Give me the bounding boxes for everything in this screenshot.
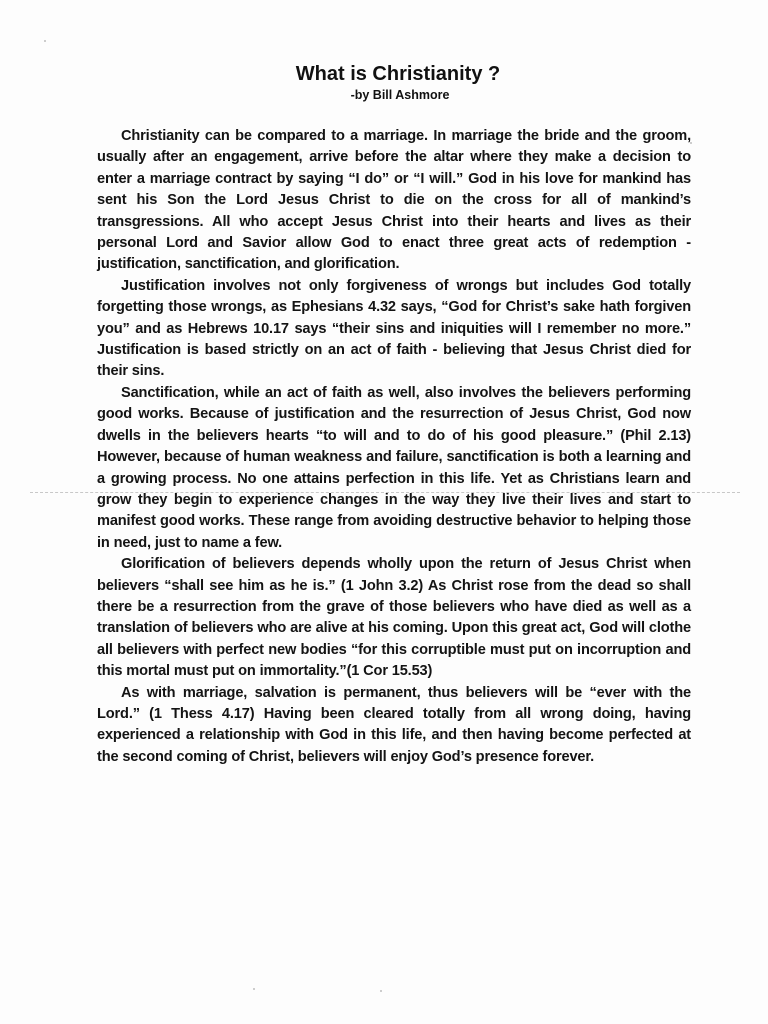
scan-speck	[253, 988, 255, 990]
paragraph-introduction: Christianity can be compared to a marriage. In marriage the bride and the groom, usually after an engagement, arrive before the altar where they make a decision to enter a marriage contract by saying “I do” or “I will.” God in his love for mankind has sent his Son the Lord Jesus Christ to die on the cross for all of mankind’s transgressions. All who accept Jesus Christ into their hearts and lives as their personal Lord and Savior allow God to enact three great acts of redemption - justification, sanctification, and glorification.	[97, 128, 691, 273]
paragraph-glorification: Glorification of believers depends wholly upon the return of Jesus Christ when believers “shall see him as he is.” (1 John 3.2) As Christ rose from the dead so shall there be a resurrection from the grave of those believers who have died as well as a translation of believers who are alive at his coming. Upon this great act, God will clothe all believers with perfect new bodies “for this corruptible must put on incorruption and this mortal must put on immortality.”(1 Cor 15.53)	[97, 556, 691, 680]
document-body	[97, 126, 691, 768]
scan-speck	[380, 990, 382, 992]
scan-speck	[44, 40, 46, 42]
paragraph-justification: Justification involves not only forgiveness of wrongs but includes God totally forgetting those wrongs, as Ephesians 4.32 says, “God for Christ’s sake hath forgiven you” and as Hebrews 10.17 says “their sins and iniquities will I remember no more.” Justification is based strictly on an act of faith - believing that Jesus Christ died for their sins.	[97, 277, 691, 380]
paragraph-conclusion: As with marriage, salvation is permanent, thus believers will be “ever with the Lord.” (1 Thess 4.17) Having been cleared totally from all wrong doing, having experienced a relationship with God in this life, and then having become perfected at the second coming of Christ, believers will enjoy God’s presence forever.	[97, 684, 691, 765]
document-title: What is Christianity ?	[295, 63, 501, 85]
document-header	[0, 62, 768, 103]
document-byline: -by Bill Ashmore	[350, 88, 450, 102]
paragraph-sanctification: Sanctification, while an act of faith as well, also involves the believers performing good works. Because of justification and the resurrection of Jesus Christ, God now dwells in the believers hearts “to will and to do of his good pleasure.” (Phil 2.13) However, because of human weakness and failure, sanctification is both a learning and a growing process. No one attains perfection in this life. Yet as Christians learn and grow they begin to experience changes in the way they live their lives and start to manifest good works. These range from avoiding destructive behavior to helping those in need, just to name a few.	[97, 384, 691, 551]
